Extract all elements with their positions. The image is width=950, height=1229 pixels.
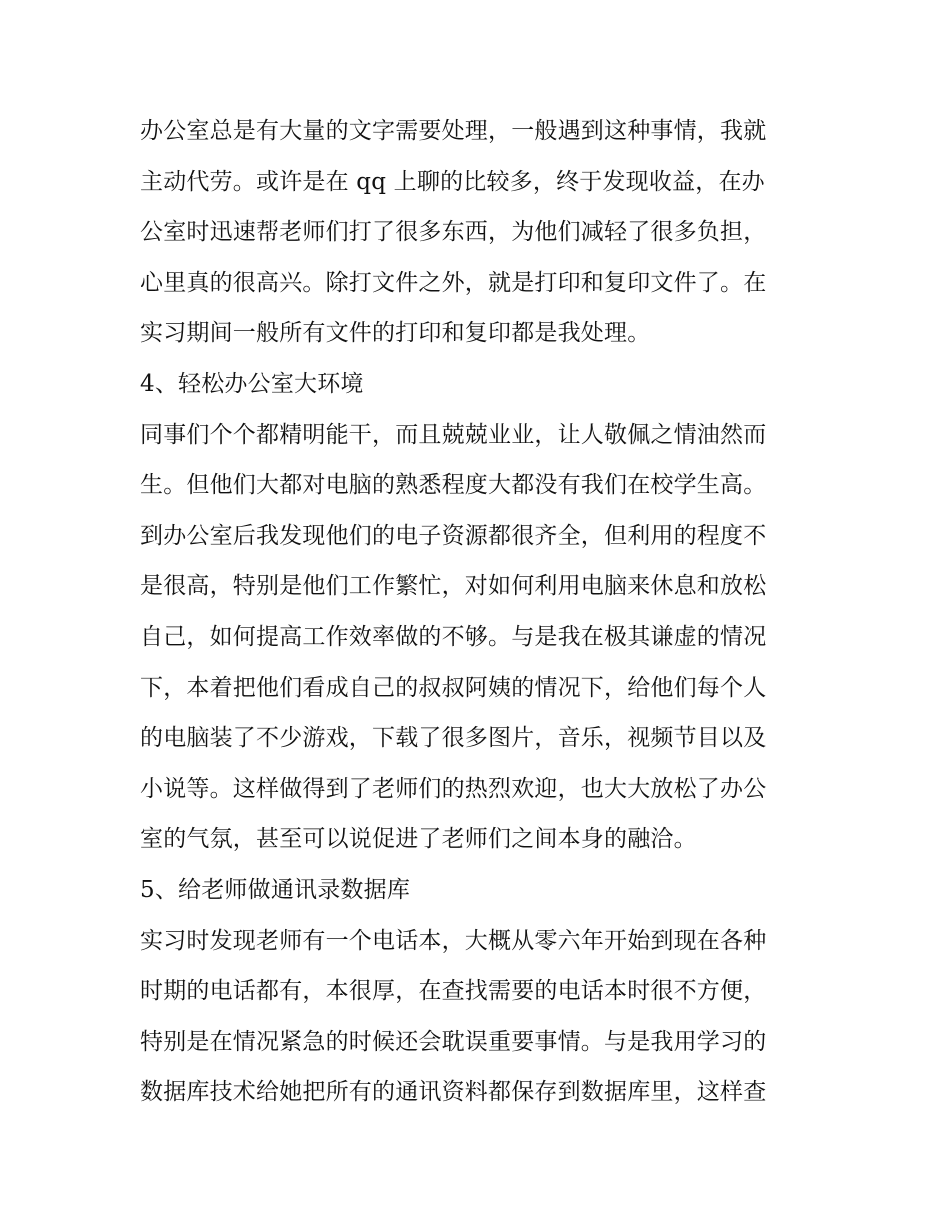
paragraph-line: 的电脑装了不少游戏，下载了很多图片，音乐，视频节目以及 bbox=[140, 725, 767, 752]
paragraph-line: 下，本着把他们看成自己的叔叔阿姨的情况下，给他们每个人 bbox=[140, 674, 767, 701]
paragraph-line: 时期的电话都有，本很厚，在查找需要的电话本时很不方便， bbox=[140, 978, 767, 1005]
paragraph-line: 特别是在情况紧急的时候还会耽误重要事情。与是我用学习的 bbox=[140, 1028, 767, 1055]
paragraph-line: 到办公室后我发现他们的电子资源都很齐全，但利用的程度不 bbox=[140, 522, 767, 549]
paragraph-line: 小说等。这样做得到了老师们的热烈欢迎，也大大放松了办公 bbox=[140, 775, 767, 802]
paragraph-line: 是很高，特别是他们工作繁忙，对如何利用电脑来休息和放松 bbox=[140, 573, 767, 600]
body-text bbox=[140, 106, 820, 1118]
paragraph-line: 主动代劳。或许是在 qq 上聊的比较多，终于发现收益，在办 bbox=[140, 168, 765, 195]
paragraph-line: 实习时发现老师有一个电话本，大概从零六年开始到现在各种 bbox=[140, 927, 767, 954]
section-heading: 4、轻松办公室大环境 bbox=[140, 370, 364, 397]
paragraph-line: 生。但他们大都对电脑的熟悉程度大都没有我们在校学生高。 bbox=[140, 472, 767, 499]
paragraph-line: 同事们个个都精明能干，而且兢兢业业，让人敬佩之情油然而 bbox=[140, 421, 767, 448]
paragraph-line: 心里真的很高兴。除打文件之外，就是打印和复印文件了。在 bbox=[140, 269, 767, 296]
paragraph-line: 自己，如何提高工作效率做的不够。与是我在极其谦虚的情况 bbox=[140, 623, 767, 650]
paragraph-line: 数据库技术给她把所有的通讯资料都保存到数据库里，这样查 bbox=[140, 1079, 767, 1106]
paragraph-line: 实习期间一般所有文件的打印和复印都是我处理。 bbox=[140, 320, 651, 347]
paragraph-line: 室的气氛，甚至可以说促进了老师们之间本身的融洽。 bbox=[140, 826, 697, 853]
paragraph-line: 公室时迅速帮老师们打了很多东西，为他们减轻了很多负担， bbox=[140, 219, 767, 246]
paragraph-line: 办公室总是有大量的文字需要处理，一般遇到这种事情，我就 bbox=[140, 118, 767, 144]
section-heading: 5、给老师做通讯录数据库 bbox=[140, 876, 411, 903]
